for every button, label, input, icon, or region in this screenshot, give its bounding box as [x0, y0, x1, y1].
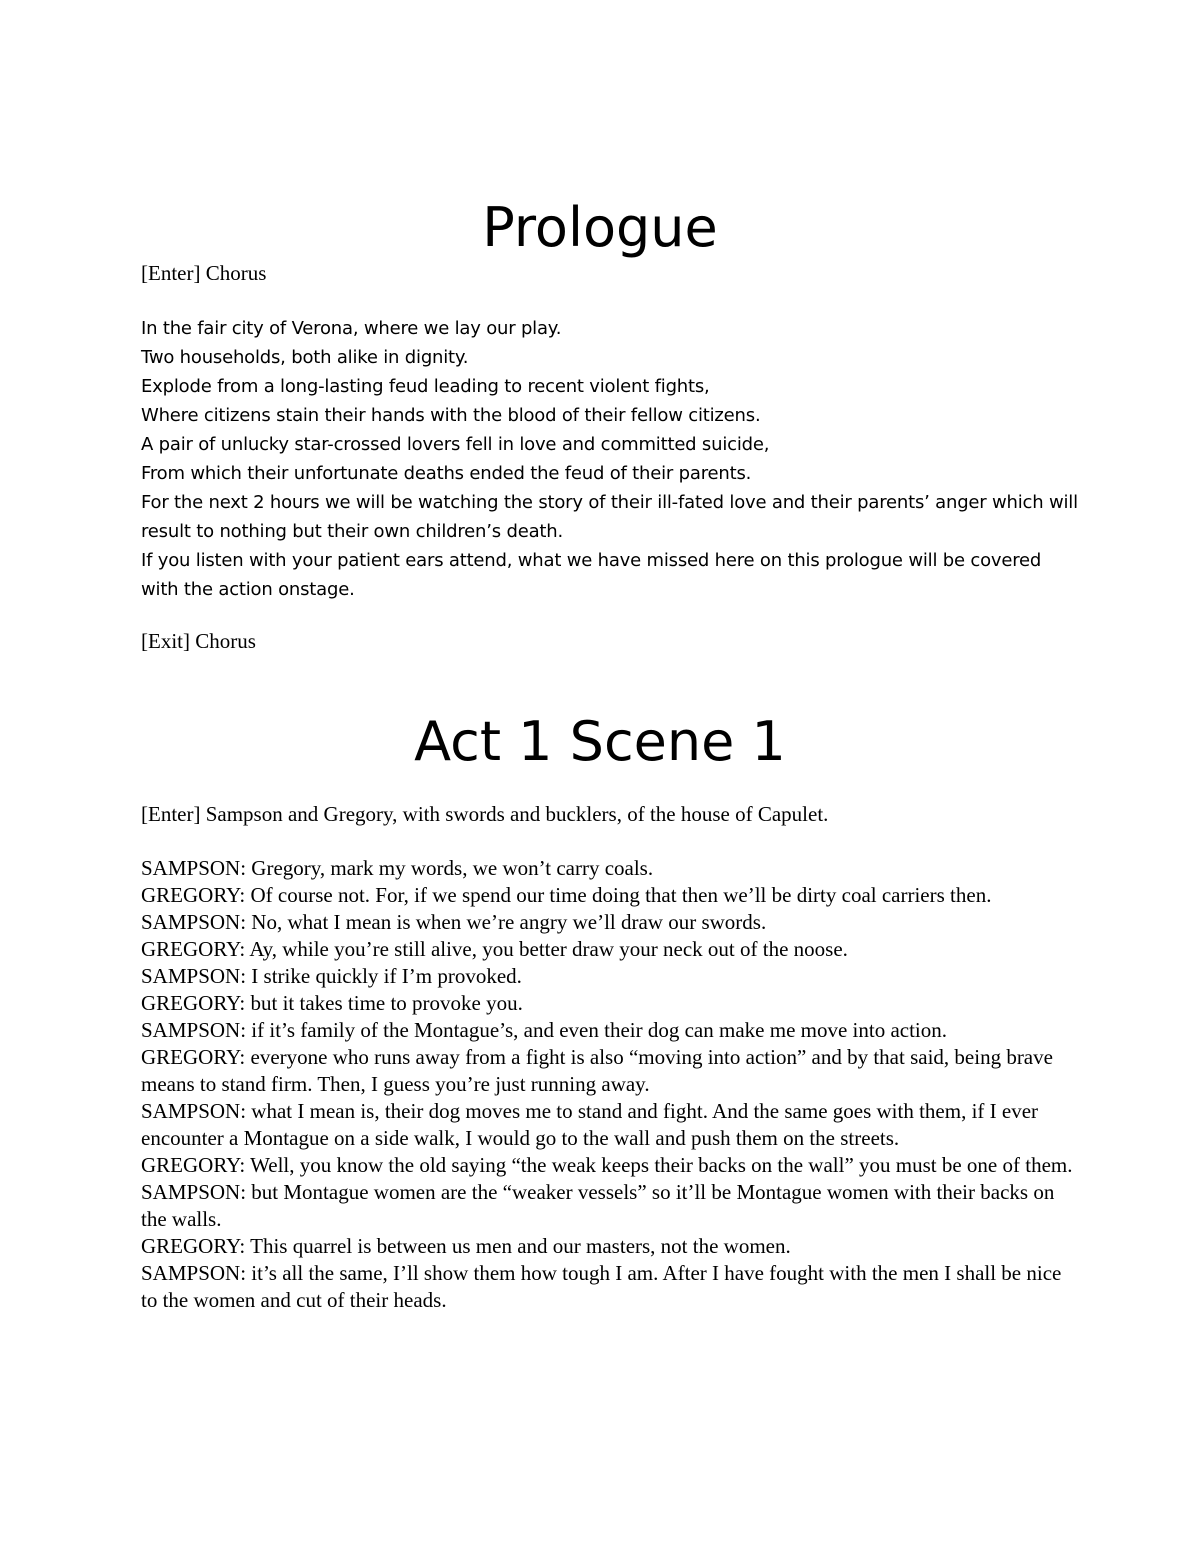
dialogue-line: SAMPSON: but Montague women are the “weaker vessels” so it’ll be Montague women with their backs on the walls.: [141, 1180, 1055, 1231]
dialogue-line: SAMPSON: it’s all the same, I’ll show them how tough I am. After I have fought with the men I shall be nice to the women and cut of their heads.: [141, 1261, 1062, 1312]
prologue-verse: [141, 314, 1081, 604]
dialogue-line: SAMPSON: if it’s family of the Montague’s, and even their dog can make me move into action.: [141, 1018, 948, 1042]
dialogue-line: GREGORY: but it takes time to provoke you.: [141, 991, 523, 1015]
dialogue-line: SAMPSON: what I mean is, their dog moves me to stand and fight. And the same goes with them, if I ever encounter a Montague on a side walk, I would go to the wall and push them on the streets.: [141, 1099, 1039, 1150]
verse-line: If you listen with your patient ears attend, what we have missed here on this prologue will be covered with the action onstage.: [141, 550, 1042, 600]
verse-line: Explode from a long-lasting feud leading to recent violent fights,: [141, 376, 710, 397]
verse-line: Where citizens stain their hands with the blood of their fellow citizens.: [141, 405, 761, 426]
stage-direction-enter-sampson-gregory: [Enter] Sampson and Gregory, with swords and bucklers, of the house of Capulet.: [141, 802, 829, 826]
verse-line: Two households, both alike in dignity.: [141, 347, 469, 368]
stage-direction-enter-chorus: [Enter] Chorus: [141, 261, 267, 285]
verse-line: A pair of unlucky star-crossed lovers fell in love and committed suicide,: [141, 434, 770, 455]
dialogue-line: SAMPSON: I strike quickly if I’m provoked.: [141, 964, 522, 988]
verse-line: For the next 2 hours we will be watching the story of their ill-fated love and their parents’ anger which will result to nothing but their own children’s death.: [141, 492, 1078, 542]
dialogue-line: GREGORY: everyone who runs away from a fight is also “moving into action” and by that said, being brave means to stand firm. Then, I guess you’re just running away.: [141, 1045, 1053, 1096]
verse-line: From which their unfortunate deaths ended the feud of their parents.: [141, 463, 752, 484]
dialogue-line: SAMPSON: Gregory, mark my words, we won’t carry coals.: [141, 856, 654, 880]
scene-dialogue: [141, 855, 1076, 1314]
dialogue-line: SAMPSON: No, what I mean is when we’re angry we’ll draw our swords.: [141, 910, 767, 934]
stage-direction-exit-chorus: [Exit] Chorus: [141, 629, 256, 653]
act-scene-heading: Act 1 Scene 1: [414, 710, 786, 773]
dialogue-line: GREGORY: Ay, while you’re still alive, you better draw your neck out of the noose.: [141, 937, 848, 961]
verse-line: In the fair city of Verona, where we lay our play.: [141, 318, 562, 339]
dialogue-line: GREGORY: This quarrel is between us men and our masters, not the women.: [141, 1234, 791, 1258]
prologue-heading: Prologue: [482, 196, 718, 259]
dialogue-line: GREGORY: Well, you know the old saying “the weak keeps their backs on the wall” you must be one of them.: [141, 1153, 1073, 1177]
dialogue-line: GREGORY: Of course not. For, if we spend our time doing that then we’ll be dirty coal carriers then.: [141, 883, 992, 907]
